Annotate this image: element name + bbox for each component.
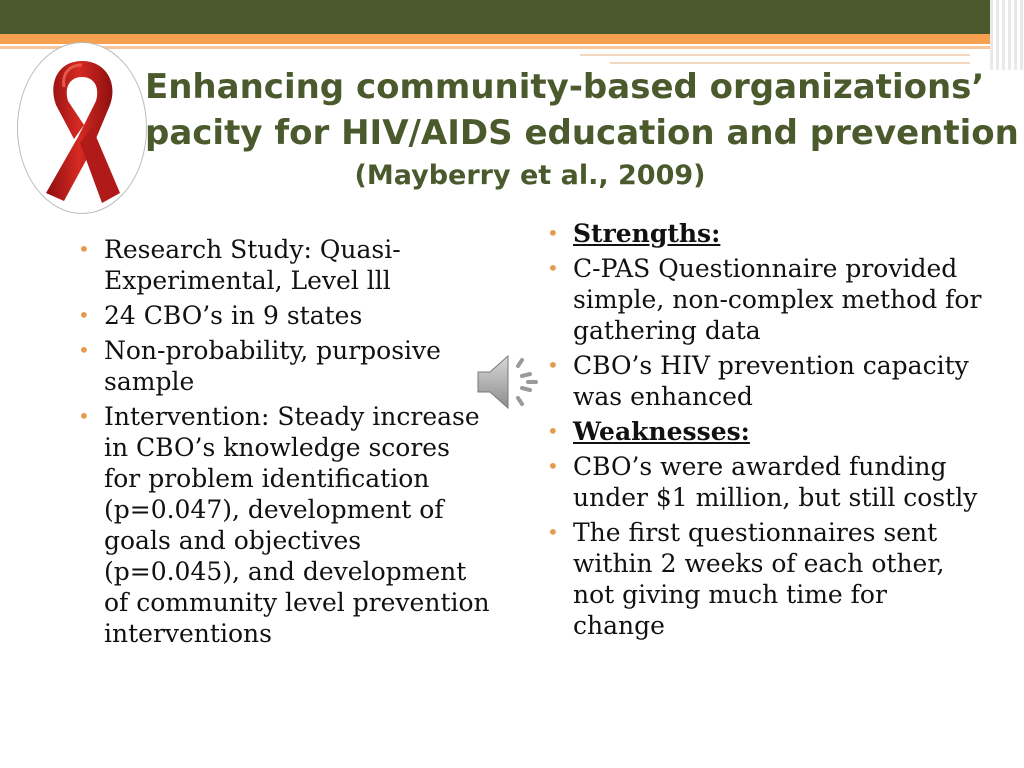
bullet-icon: • [78,338,90,362]
list-item: • CBO’s were awarded funding under $1 million, but still costly [547,452,978,512]
weaknesses-heading: • Weaknesses: [547,417,750,446]
header-accent-band [0,34,1024,44]
bullet-icon: • [547,353,559,377]
title-line-1: Enhancing community-based organizations’ [145,67,985,107]
ribbon-image [17,42,147,214]
right-column [543,218,983,645]
red-awareness-ribbon-icon [18,43,146,213]
bullet-icon: • [78,303,90,327]
bullet-icon: • [78,404,90,428]
title-line-2: pacity for HIV/AIDS education and prevention [145,113,1019,153]
list-item: • The first questionnaires sent within 2 weeks of each other, not giving much time for change [547,518,945,640]
list-item: • Non-probability, purposive sample [78,336,441,396]
bullet-icon: • [547,419,559,443]
list-item: • C-PAS Questionnaire provided simple, non-complex method for gathering data [547,254,982,345]
title-citation: (Mayberry et al., 2009) [354,160,706,191]
decorative-stripes [990,0,1024,70]
bullet-icon: • [78,237,90,261]
bullet-icon: • [547,454,559,478]
header-bar [0,0,1024,34]
left-column [74,234,494,653]
list-item: • Intervention: Steady increase in CBO’s knowledge scores for problem identification (p=0.047), development of goals and objectives (p=0.045), and development of community level prevention interventions [78,402,490,648]
strengths-heading: • Strengths: [547,219,721,248]
list-item: • 24 CBO’s in 9 states [78,301,363,330]
slide-title [145,64,1019,196]
bullet-icon: • [547,256,559,280]
header-accent-line [0,46,1024,49]
bullet-icon: • [547,520,559,544]
bullet-icon: • [547,221,559,245]
list-item: • Research Study: Quasi-Experimental, Level lll [78,235,401,295]
list-item: • CBO’s HIV prevention capacity was enhanced [547,351,969,411]
decorative-line [580,54,970,56]
